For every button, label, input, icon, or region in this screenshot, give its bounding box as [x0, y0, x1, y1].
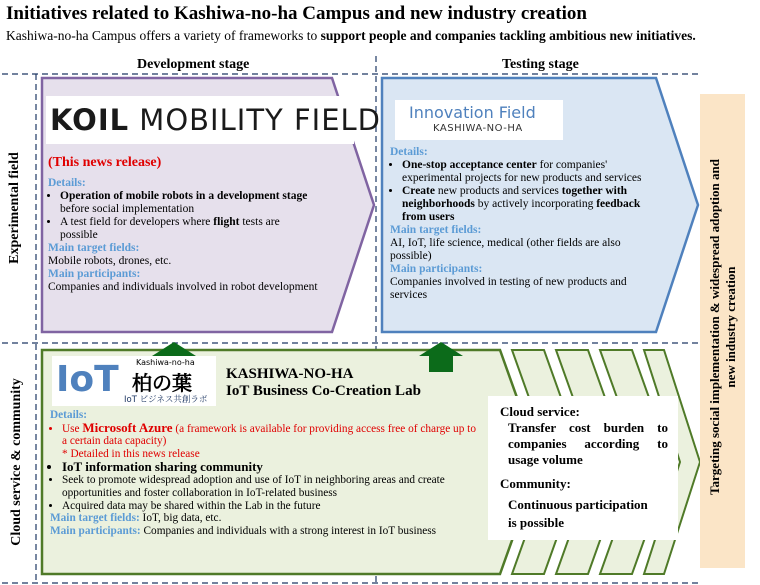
- innovation-logo-line2: KASHIWA-NO-HA: [433, 123, 523, 134]
- innovation-targets-heading: Main target fields:: [390, 224, 482, 236]
- cloud-service-heading: Cloud service:: [500, 404, 580, 419]
- iot-targets: IoT, big data, etc.: [139, 512, 222, 525]
- koil-news-label: (This news release): [48, 155, 162, 170]
- iot-bullet-4: • Acquired data may be shared within the Lab in the future: [62, 500, 478, 513]
- koil-targets-heading: Main target fields:: [48, 242, 140, 254]
- koil-bullet-2: • A test field for developers where flight tests are possible: [60, 216, 320, 242]
- koil-bullet-1: • Operation of mobile robots in a development stage before social implementation: [60, 190, 320, 216]
- community-heading: Community:: [500, 476, 571, 491]
- innovation-logo-line1: Innovation Field: [409, 103, 536, 122]
- iot-name-line1: KASHIWA-NO-HA: [226, 366, 354, 382]
- koil-participants-heading: Main participants:: [48, 268, 141, 280]
- iot-targets-row: [50, 512, 478, 525]
- stage-testing: Testing stage: [502, 57, 579, 72]
- community-text: Continuous participation is possible: [508, 497, 648, 530]
- iot-bullet-1-note: * Detailed in this news release: [62, 447, 200, 460]
- iot-name-line2: IoT Business Co-Creation Lab: [226, 383, 421, 399]
- right-label-line1: Targeting social implementation & widespread adoption and: [707, 159, 722, 495]
- right-target-label: [707, 92, 739, 562]
- right-label-line2: new industry creation: [723, 266, 738, 388]
- koil-targets: Mobile robots, drones, etc.: [48, 255, 172, 267]
- iot-bullet-2: • IoT information sharing community: [62, 460, 478, 474]
- subtitle-plain: Kashiwa-no-ha Campus offers a variety of frameworks to: [6, 28, 321, 43]
- koil-logo-rest: MOBILITY FIELD: [129, 103, 382, 137]
- koil-logo-bold: KOIL: [50, 103, 130, 137]
- innovation-participants-heading: Main participants:: [390, 263, 483, 275]
- innovation-details-heading: Details:: [390, 146, 428, 158]
- page-title: Initiatives related to Kashiwa-no-ha Campus and new industry creation: [6, 3, 587, 24]
- cloud-service-panel: [488, 396, 678, 540]
- iot-participants: Companies and individuals with a strong interest in IoT business: [140, 524, 437, 537]
- innovation-bullet-1: • One-stop acceptance center for companies' experimental projects for new products and services: [402, 159, 655, 185]
- koil-logo: [46, 96, 382, 144]
- iot-participants-heading: Main participants:: [50, 524, 141, 537]
- iot-logo-kanji: 柏の葉: [132, 371, 192, 395]
- iot-logo-small-bottom: IoT ビジネス共創ラボ: [124, 395, 208, 405]
- iot-bullet-3: • Seek to promote widespread adoption and use of IoT in neighboring areas and create opportunities and foster collaboration in IoT-related business: [62, 474, 478, 499]
- iot-logo-text: IoT: [56, 359, 119, 400]
- iot-bullet-1: • Use Microsoft Azure (a framework is available for providing access free of charge up to a certain data capacity) * Detailed in this news release: [62, 422, 478, 461]
- koil-details-heading: Details:: [48, 177, 86, 189]
- koil-content: [48, 156, 320, 294]
- iot-lab-logo: [52, 356, 216, 406]
- koil-participants: Companies and individuals involved in robot development: [48, 281, 318, 293]
- cloud-service-text: Transfer cost burden to companies according to usage volume: [508, 420, 668, 467]
- iot-targets-heading: Main target fields:: [50, 512, 140, 525]
- subtitle-bold: support people and companies tackling ambitious new initiatives.: [320, 28, 696, 43]
- iot-details-heading: Details:: [50, 409, 88, 421]
- iot-lab-name: [226, 366, 421, 400]
- innovation-field-logo: [395, 100, 563, 140]
- row-label-cloud: Cloud service & community: [9, 378, 24, 546]
- innovation-content: [390, 146, 655, 302]
- iot-logo-small-top: Kashiwa-no-ha: [136, 358, 195, 367]
- innovation-bullet-2: • Create new products and services together with neighborhoods by actively incorporating feedback from users: [402, 185, 655, 224]
- innovation-participants: Companies involved in testing of new products and services: [390, 276, 627, 301]
- innovation-targets: AI, IoT, life science, medical (other fields are also possible): [390, 237, 621, 262]
- stage-development: Development stage: [137, 57, 250, 72]
- iot-content: [50, 409, 478, 537]
- row-label-experimental: Experimental field: [7, 152, 22, 264]
- iot-participants-row: [50, 525, 478, 538]
